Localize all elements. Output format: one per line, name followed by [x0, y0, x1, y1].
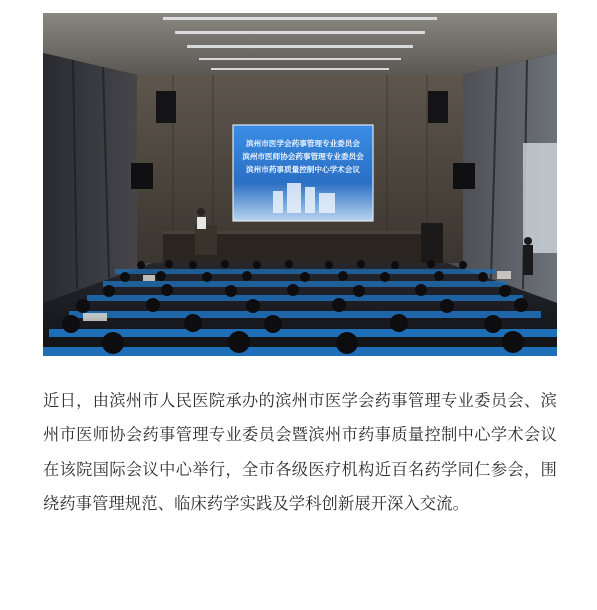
conference-photo	[43, 13, 557, 356]
screen-title-line-1: 滨州市医学会药事管理专业委员会	[246, 139, 360, 148]
article-paragraph: 近日，由滨州市人民医院承办的滨州市医学会药事管理专业委员会、滨州市医师协会药事管理专业委员会暨滨州市药事质量控制中心学术会议在该院国际会议中心举行，全市各级医疗机构近百名药学同仁参会，围绕药事管理规范、临床药学实践及学科创新展开深入交流。	[43, 391, 557, 514]
screen-title-line-3: 滨州市药事质量控制中心学术会议	[246, 165, 360, 174]
screen-title-line-2: 滨州市医师协会药事管理专业委员会	[242, 152, 364, 161]
